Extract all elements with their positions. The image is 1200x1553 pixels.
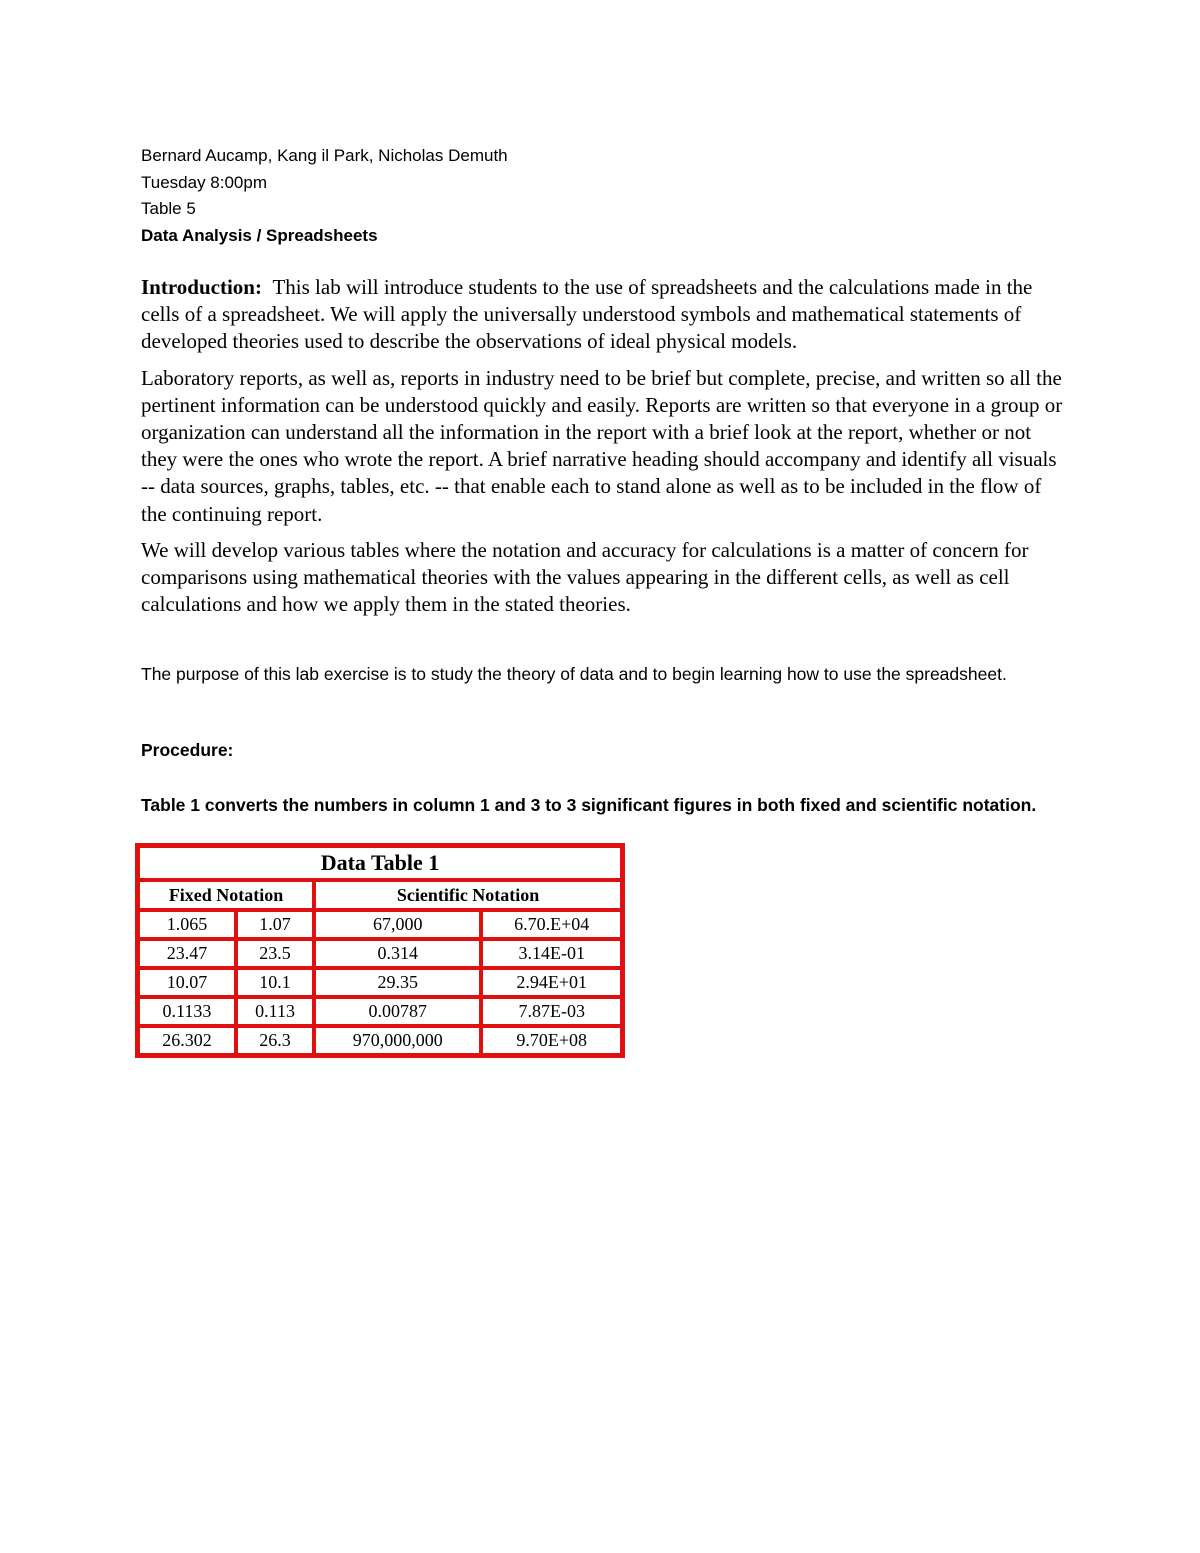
introduction-paragraph-2: Laboratory reports, as well as, reports in industry need to be brief but complete, precise, and written so all the pertinent information can be understood quickly and easily. Reports are written so that everyone in a group or organization can understand all the information in the report with a brief look at the report, whether or not they were the ones who wrote the report. A brief narrative heading should accompany and identify all visuals -- data sources, graphs, tables, etc. -- that enable each to stand alone as well as to be included in the flow of the continuing report. — [141, 365, 1063, 526]
introduction-heading: Introduction: — [141, 275, 262, 299]
scientific-original-cell: 29.35 — [314, 968, 481, 997]
session-line: Tuesday 8:00pm — [141, 172, 267, 192]
table-number-line: Table 5 — [141, 199, 196, 218]
table-row — [138, 939, 622, 968]
fixed-original-cell: 0.1133 — [138, 997, 236, 1026]
scientific-rounded-cell: 7.87E-03 — [481, 997, 622, 1026]
fixed-rounded-cell: 10.1 — [236, 968, 314, 997]
table-caption: Table 1 converts the numbers in column 1 and 3 to 3 significant figures in both fixed and scientific notation. — [141, 795, 1037, 815]
table-row — [138, 997, 622, 1026]
introduction-text-1: This lab will introduce students to the use of spreadsheets and the calculations made in the cells of a spreadsheet. We will apply the universally understood symbols and mathematical statements of developed theories used to describe the observations of ideal physical models. — [141, 275, 1033, 354]
procedure-heading: Procedure: — [141, 740, 234, 760]
fixed-rounded-cell: 26.3 — [236, 1026, 314, 1055]
table-row — [138, 1026, 622, 1055]
scientific-rounded-cell: 3.14E-01 — [481, 939, 622, 968]
scientific-original-cell: 970,000,000 — [314, 1026, 481, 1055]
fixed-original-cell: 23.47 — [138, 939, 236, 968]
purpose-paragraph: The purpose of this lab exercise is to study the theory of data and to begin learning how to use the spreadsheet. — [141, 664, 1007, 684]
fixed-original-cell: 10.07 — [138, 968, 236, 997]
table-row — [138, 910, 622, 939]
fixed-rounded-cell: 23.5 — [236, 939, 314, 968]
table-title: Data Table 1 — [138, 846, 622, 880]
scientific-rounded-cell: 9.70E+08 — [481, 1026, 622, 1055]
document-title: Data Analysis / Spreadsheets — [141, 225, 378, 245]
introduction-paragraph-3: We will develop various tables where the notation and accuracy for calculations is a matter of concern for comparisons using mathematical theories with the values appearing in the different cells, as well as cell calculations and how we apply them in the stated theories. — [141, 537, 1029, 617]
document-header — [141, 143, 1041, 249]
fixed-rounded-cell: 1.07 — [236, 910, 314, 939]
fixed-rounded-cell: 0.113 — [236, 997, 314, 1026]
scientific-notation-header: Scientific Notation — [314, 880, 622, 910]
scientific-original-cell: 67,000 — [314, 910, 481, 939]
authors-line: Bernard Aucamp, Kang il Park, Nicholas Demuth — [141, 146, 508, 165]
introduction-section — [141, 274, 1066, 627]
scientific-original-cell: 0.314 — [314, 939, 481, 968]
data-table-1 — [135, 843, 625, 1058]
introduction-paragraph-1 — [141, 274, 1066, 356]
table-group-header-row — [138, 880, 622, 910]
scientific-rounded-cell: 6.70.E+04 — [481, 910, 622, 939]
table-row — [138, 968, 622, 997]
fixed-original-cell: 1.065 — [138, 910, 236, 939]
scientific-original-cell: 0.00787 — [314, 997, 481, 1026]
fixed-notation-header: Fixed Notation — [138, 880, 314, 910]
table-title-row — [138, 846, 622, 880]
scientific-rounded-cell: 2.94E+01 — [481, 968, 622, 997]
fixed-original-cell: 26.302 — [138, 1026, 236, 1055]
